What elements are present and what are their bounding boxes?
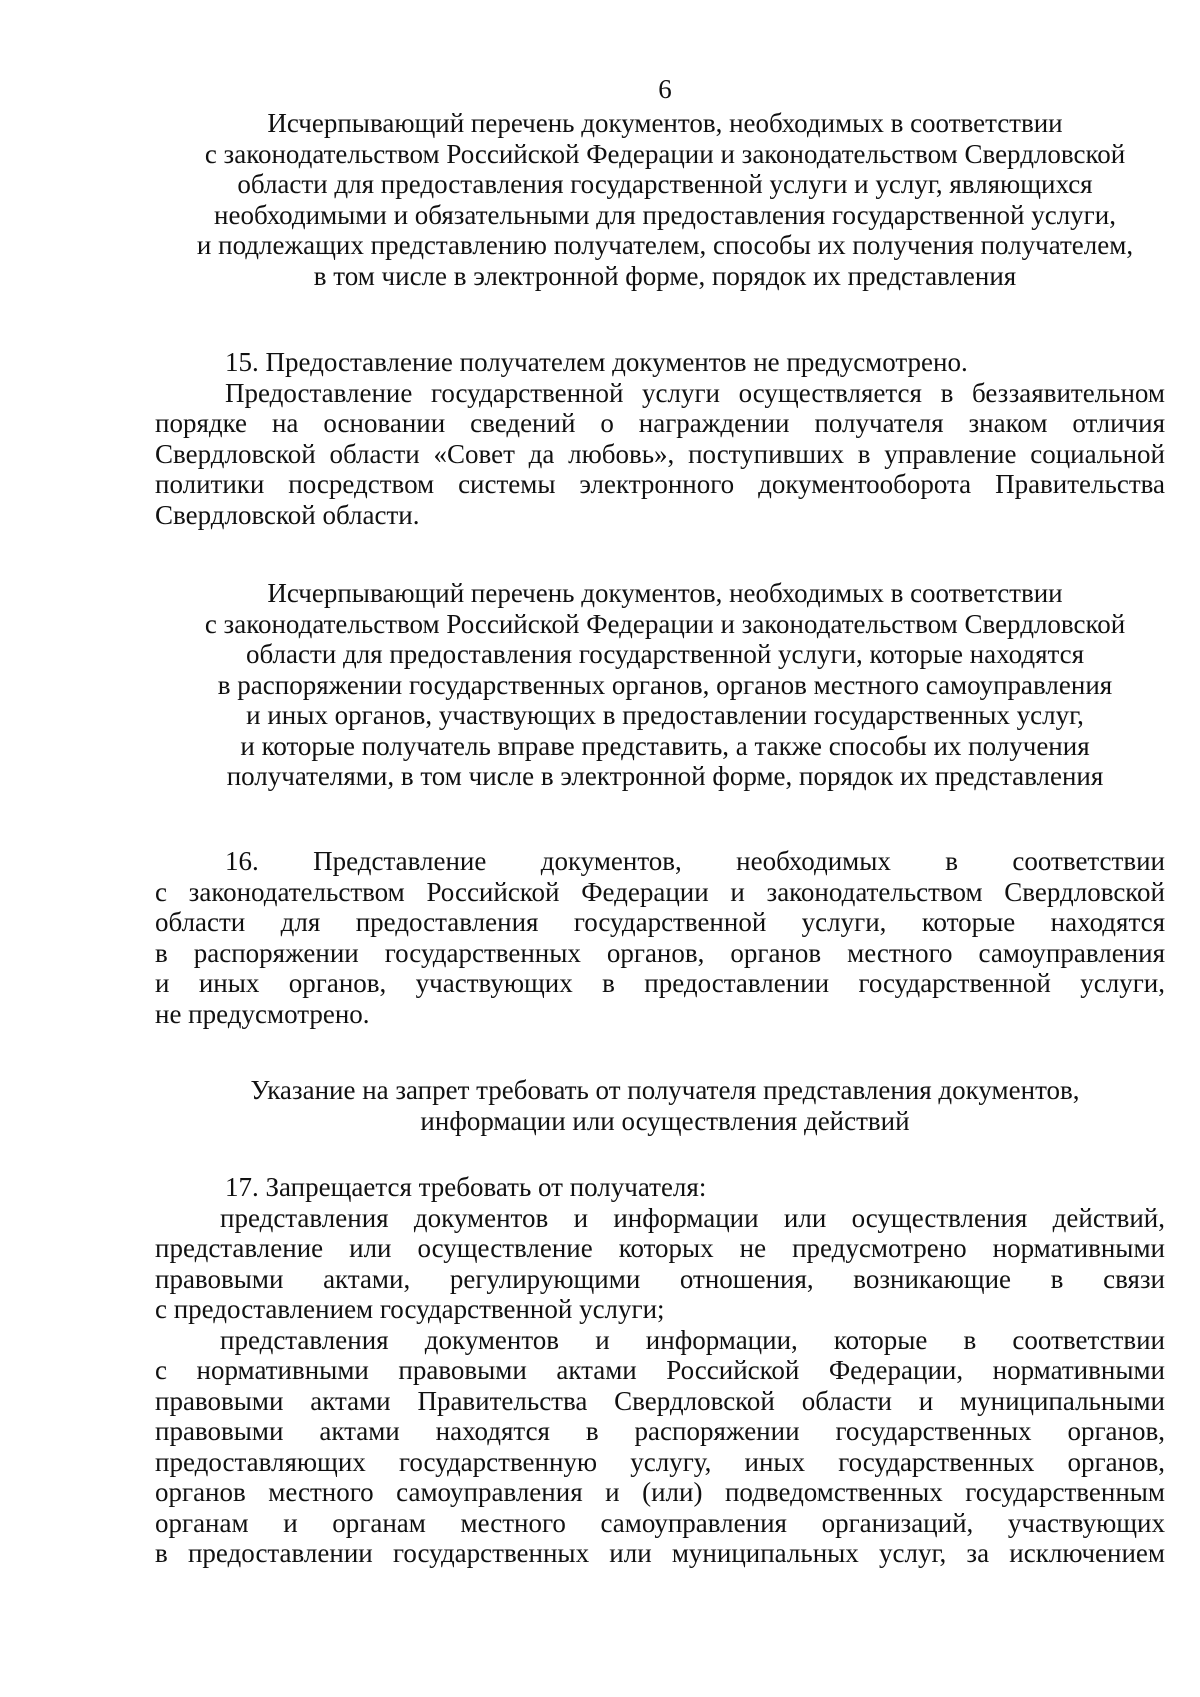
paragraph-line: в предоставлении государственных или муниципальных услуг, за исключением xyxy=(155,1538,1165,1568)
heading-line: с законодательством Российской Федерации и законодательством Свердловской xyxy=(204,138,1126,169)
paragraph-line: с нормативными правовыми актами Российской Федерации, нормативными xyxy=(155,1355,1165,1385)
paragraph-line: с предоставлением государственной услуги; xyxy=(155,1294,665,1324)
heading-line: и которые получатель вправе представить, а также способы их получения xyxy=(240,730,1090,761)
paragraph-line: с законодательством Российской Федерации и законодательством Свердловской xyxy=(155,876,1165,907)
paragraph-line: политики посредством системы электронного документооборота Правительства xyxy=(155,469,1165,499)
paragraph-line: области для предоставления государственной услуги, которые находятся xyxy=(155,907,1165,937)
paragraph-line: не предусмотрено. xyxy=(155,998,370,1029)
paragraph-line: предоставляющих государственную услугу, иных государственных органов, xyxy=(155,1446,1165,1477)
heading-line: области для предоставления государственной услуги, которые находятся xyxy=(245,639,1085,669)
heading-line: и иных органов, участвующих в предоставлении государственных услуг, xyxy=(246,700,1084,730)
paragraph-line: 16. Представление документов, необходимых в соответствии xyxy=(225,846,1165,876)
paragraph-line: Предоставление государственной услуги осуществляется в беззаявительном xyxy=(225,377,1165,408)
paragraph-line: Свердловской области «Совет да любовь», поступивших в управление социальной xyxy=(155,438,1165,469)
section-heading-prohibition xyxy=(150,1075,1180,1136)
paragraph-17 xyxy=(155,1172,1165,1569)
heading-line: с законодательством Российской Федерации и законодательством Свердловской xyxy=(204,608,1126,639)
heading-line: области для предоставления государственной услуги и услуг, являющихся xyxy=(237,169,1093,199)
heading-line: необходимыми и обязательными для предоставления государственной услуги, xyxy=(214,199,1116,230)
paragraph-line: правовыми актами находятся в распоряжении государственных органов, xyxy=(155,1416,1165,1446)
paragraph-15 xyxy=(155,347,1165,530)
paragraph-line: представления документов и информации или осуществления действий, xyxy=(220,1202,1165,1233)
heading-line: получателями, в том числе в электронной форме, порядок их представления xyxy=(226,761,1104,791)
paragraph-line: в распоряжении государственных органов, органов местного самоуправления xyxy=(155,937,1165,968)
paragraph-line: правовыми актами, регулирующими отношения, возникающие в связи xyxy=(155,1263,1165,1294)
heading-line: и подлежащих представлению получателем, способы их получения получателем, xyxy=(196,230,1134,260)
paragraph-line: 17. Запрещается требовать от получателя: xyxy=(225,1172,707,1202)
heading-line: Исчерпывающий перечень документов, необходимых в соответствии xyxy=(267,108,1063,138)
section-heading-documents-in-agencies xyxy=(150,578,1180,792)
heading-line: в распоряжении государственных органов, органов местного самоуправления xyxy=(217,669,1113,700)
paragraph-line: и иных органов, участвующих в предоставлении государственной услуги, xyxy=(155,968,1165,998)
paragraph-line: порядке на основании сведений о награждении получателя знаком отличия xyxy=(155,408,1165,438)
heading-line: Указание на запрет требовать от получателя представления документов, xyxy=(250,1075,1080,1105)
heading-line: в том числе в электронной форме, порядок их представления xyxy=(313,260,1017,291)
heading-line: Исчерпывающий перечень документов, необходимых в соответствии xyxy=(267,578,1063,608)
paragraph-line: правовыми актами Правительства Свердловской области и муниципальными xyxy=(155,1385,1165,1416)
paragraph-line: представления документов и информации, которые в соответствии xyxy=(220,1324,1165,1355)
paragraph-line: представление или осуществление которых не предусмотрено нормативными xyxy=(155,1233,1165,1263)
paragraph-line: 15. Предоставление получателем документов не предусмотрено. xyxy=(225,347,968,377)
section-heading-documents-list xyxy=(150,108,1180,291)
paragraph-line: органам и органам местного самоуправления организаций, участвующих xyxy=(155,1507,1165,1538)
paragraph-line: органов местного самоуправления и (или) подведомственных государственным xyxy=(155,1477,1165,1507)
paragraph-16 xyxy=(155,846,1165,1029)
page-number: 6 xyxy=(658,74,672,104)
paragraph-line: Свердловской области. xyxy=(155,499,420,530)
heading-line: информации или осуществления действий xyxy=(420,1105,910,1136)
